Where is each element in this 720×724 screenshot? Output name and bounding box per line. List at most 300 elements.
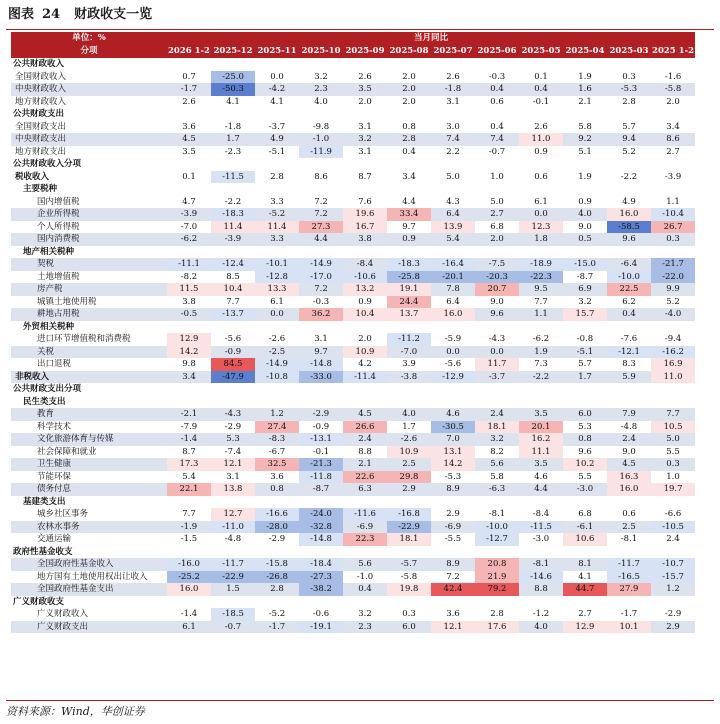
value-cell: -11.6 <box>343 508 387 521</box>
value-cell: 21.9 <box>475 571 519 584</box>
row-label: 基建类支出 <box>23 496 66 507</box>
value-cell <box>651 396 695 409</box>
value-cell: 8.7 <box>358 171 372 182</box>
value-cell <box>211 108 255 121</box>
value-cell <box>211 396 255 409</box>
value-cell: 6.9 <box>563 283 607 296</box>
value-cell: 19.6 <box>343 208 387 221</box>
value-cell: 5.7 <box>578 359 592 369</box>
table-row <box>11 433 695 446</box>
value-cell <box>343 321 387 334</box>
value-cell: 27.9 <box>607 583 651 596</box>
value-cell: -10.6 <box>343 271 387 284</box>
value-cell: -9.8 <box>312 121 330 132</box>
value-cell <box>343 58 387 71</box>
value-cell: -16.5 <box>607 571 651 584</box>
value-cell: -3.7 <box>268 121 286 132</box>
value-cell: 20.1 <box>519 421 563 434</box>
value-cell: 0.9 <box>387 233 431 246</box>
value-cell <box>343 396 387 409</box>
value-cell <box>299 321 343 334</box>
value-cell: -4.8 <box>620 421 638 432</box>
value-cell: 1.2 <box>651 583 695 596</box>
value-cell: 3.8 <box>182 296 196 307</box>
value-cell <box>519 108 563 121</box>
row-label: 房产税 <box>11 283 167 296</box>
value-cell: 4.1 <box>578 571 592 582</box>
value-cell: 3.5 <box>182 146 196 157</box>
value-cell: 19.7 <box>651 483 695 496</box>
value-cell: 10.9 <box>343 346 387 359</box>
value-cell: 20.8 <box>475 558 519 571</box>
value-cell: -11.1 <box>167 258 211 271</box>
value-cell <box>299 546 343 559</box>
value-cell: 27.3 <box>299 221 343 234</box>
value-cell: 27.4 <box>255 421 299 434</box>
value-cell: 3.1 <box>226 471 240 482</box>
value-cell: -11.5 <box>519 521 563 534</box>
value-cell <box>167 383 211 396</box>
value-cell <box>431 158 475 171</box>
table-row <box>11 283 695 296</box>
value-cell: -25.0 <box>211 71 255 84</box>
table-row <box>11 321 695 334</box>
value-cell: 0.4 <box>519 83 563 96</box>
value-cell: 22.5 <box>607 283 651 296</box>
value-cell: -14.8 <box>299 533 343 546</box>
value-cell <box>299 108 343 121</box>
value-cell: -7.4 <box>224 446 242 457</box>
table-row <box>11 171 695 184</box>
value-cell <box>607 158 651 171</box>
value-cell: 15.7 <box>563 308 607 321</box>
value-cell <box>387 396 431 409</box>
value-cell: 32.5 <box>255 458 299 471</box>
value-cell: -33.0 <box>299 371 343 384</box>
value-cell: 5.5 <box>578 471 592 482</box>
value-cell: 10.4 <box>343 308 387 321</box>
table-row <box>11 221 695 234</box>
value-cell <box>651 496 695 509</box>
table-row <box>11 533 695 546</box>
column-header: 2025-09 <box>343 45 387 58</box>
row-label: 广义财政支出 <box>11 621 167 634</box>
value-cell: -0.9 <box>312 421 330 432</box>
value-cell <box>519 58 563 71</box>
value-cell: 0.5 <box>563 233 607 246</box>
value-cell <box>651 321 695 334</box>
table-row <box>11 233 695 246</box>
value-cell <box>211 321 255 334</box>
value-cell: 0.8 <box>255 483 299 496</box>
value-cell: -5.7 <box>387 558 431 571</box>
value-cell <box>387 383 431 396</box>
value-cell <box>431 58 475 71</box>
value-cell: 7.2 <box>299 283 343 296</box>
value-cell: -1.7 <box>620 609 638 619</box>
value-cell: 9.0 <box>490 296 504 307</box>
value-cell: -8.7 <box>576 271 594 282</box>
value-cell: 4.6 <box>534 471 548 482</box>
value-cell: 2.0 <box>666 96 680 107</box>
value-cell: -4.2 <box>255 83 299 96</box>
value-cell <box>343 158 387 171</box>
value-cell: 6.1 <box>534 196 548 207</box>
fiscal-table-container <box>11 32 695 633</box>
table-row <box>11 108 695 121</box>
value-cell: 7.7 <box>651 408 695 421</box>
value-cell: 13.7 <box>387 308 431 321</box>
value-cell: 16.0 <box>607 483 651 496</box>
value-cell: 8.9 <box>431 558 475 571</box>
value-cell <box>519 183 563 196</box>
table-row <box>11 583 695 596</box>
value-cell: -2.2 <box>620 171 638 182</box>
table-row <box>11 83 695 96</box>
value-cell: -3.0 <box>563 483 607 496</box>
value-cell: 1.1 <box>666 196 680 207</box>
value-cell: 1.8 <box>519 233 563 246</box>
value-cell <box>167 183 211 196</box>
value-cell: 3.1 <box>314 334 328 344</box>
table-row <box>11 121 695 134</box>
value-cell <box>607 58 651 71</box>
value-cell: -15.0 <box>563 258 607 271</box>
value-cell <box>255 321 299 334</box>
value-cell <box>211 596 255 609</box>
value-cell: -6.6 <box>664 509 682 519</box>
value-cell <box>211 383 255 396</box>
value-cell: 2.8 <box>622 96 636 107</box>
value-cell: -10.1 <box>255 258 299 271</box>
value-cell: 26.7 <box>651 221 695 234</box>
value-cell: -2.5 <box>255 346 299 359</box>
value-cell: 10.4 <box>211 283 255 296</box>
table-row <box>11 408 695 421</box>
value-cell <box>167 108 211 121</box>
value-cell: 2.9 <box>651 621 695 634</box>
row-label: 科学技术 <box>37 421 72 432</box>
column-header: 2025-10 <box>299 45 343 58</box>
value-cell: 2.1 <box>343 458 387 471</box>
value-cell: 3.6 <box>182 121 196 132</box>
value-cell: -16.6 <box>255 508 299 521</box>
value-cell: 3.4 <box>167 371 211 384</box>
value-cell: -5.9 <box>444 334 462 344</box>
value-cell: 4.0 <box>387 408 431 421</box>
value-cell: -20.3 <box>475 271 519 284</box>
value-cell <box>475 321 519 334</box>
value-cell: 1.2 <box>255 408 299 421</box>
value-cell <box>211 58 255 71</box>
value-cell: 4.0 <box>563 208 607 221</box>
value-cell: 1.9 <box>578 71 592 82</box>
source-note: 资料来源：Wind，华创证券 <box>6 705 145 718</box>
value-cell: 2.7 <box>578 609 592 619</box>
value-cell: -22.9 <box>211 571 255 584</box>
value-cell: -15.8 <box>255 558 299 571</box>
value-cell: -4.0 <box>651 308 695 321</box>
value-cell: 1.1 <box>519 308 563 321</box>
row-label: 全国财政收入 <box>15 71 67 82</box>
value-cell: 2.8 <box>255 583 299 596</box>
value-cell <box>563 596 607 609</box>
value-cell: 3.1 <box>446 96 460 107</box>
value-cell: 11.0 <box>519 133 563 146</box>
value-cell <box>255 158 299 171</box>
value-cell: 5.2 <box>622 146 636 157</box>
value-cell: 12.9 <box>167 333 211 346</box>
column-header: 2025 1-2 <box>652 46 695 56</box>
value-cell: 7.2 <box>299 208 343 221</box>
value-cell <box>475 383 519 396</box>
row-label: 民生类支出 <box>23 396 66 407</box>
value-cell: 9.5 <box>519 283 563 296</box>
row-label: 中央财政支出 <box>11 133 167 146</box>
row-label: 卫生健康 <box>11 458 167 471</box>
value-cell: -12.9 <box>431 371 475 384</box>
value-cell: -1.7 <box>255 621 299 634</box>
value-cell <box>651 158 695 171</box>
value-cell: -1.8 <box>224 121 242 132</box>
row-label: 农林水事务 <box>11 521 167 534</box>
value-cell: 2.7 <box>666 146 680 157</box>
value-cell <box>651 383 695 396</box>
value-cell: -6.4 <box>607 258 651 271</box>
row-label: 公共财政收入 <box>13 59 65 69</box>
value-cell: 1.7 <box>211 133 255 146</box>
value-cell <box>563 246 607 259</box>
column-header: 2025-12 <box>211 45 255 58</box>
value-cell: 9.6 <box>578 446 592 457</box>
value-cell: 20.7 <box>475 283 519 296</box>
value-cell: 2.0 <box>402 96 416 107</box>
value-cell <box>475 108 519 121</box>
value-cell <box>519 546 563 559</box>
table-row <box>11 208 695 221</box>
value-cell: 2.6 <box>534 121 548 132</box>
value-cell <box>299 596 343 609</box>
value-cell <box>519 383 563 396</box>
value-cell: 2.0 <box>387 83 431 96</box>
value-cell <box>387 246 431 259</box>
value-cell: -11.8 <box>299 471 343 484</box>
value-cell <box>343 496 387 509</box>
table-row <box>11 308 695 321</box>
value-cell: 3.5 <box>519 408 563 421</box>
value-cell <box>387 596 431 609</box>
value-cell: 1.0 <box>666 471 680 482</box>
value-cell: 6.4 <box>446 296 460 307</box>
value-cell: -7.0 <box>387 346 431 359</box>
row-label: 广义财政收支 <box>13 596 65 607</box>
value-cell <box>167 58 211 71</box>
value-cell: -58.5 <box>607 221 651 234</box>
value-cell: 1.6 <box>563 83 607 96</box>
value-cell: 0.6 <box>534 171 548 182</box>
value-cell: 1.9 <box>578 171 592 182</box>
table-row <box>11 58 695 71</box>
value-cell: 3.8 <box>343 233 387 246</box>
row-label: 公共财政收入分项 <box>13 159 82 169</box>
value-cell: 6.0 <box>387 621 431 634</box>
value-cell: 16.7 <box>343 221 387 234</box>
value-cell <box>651 546 695 559</box>
value-cell: 9.6 <box>475 308 519 321</box>
row-label: 公共财政支出 <box>13 109 65 119</box>
value-cell: 3.5 <box>343 83 387 96</box>
value-cell <box>607 246 651 259</box>
value-cell: 22.6 <box>343 471 387 484</box>
value-cell: -2.9 <box>299 408 343 421</box>
figure-label: 图表 <box>8 7 35 22</box>
value-cell: -11.4 <box>343 371 387 384</box>
row-label: 城镇土地使用税 <box>37 296 97 307</box>
value-cell: 22.1 <box>167 483 211 496</box>
value-cell: 29.8 <box>387 471 431 484</box>
value-cell: -25.8 <box>387 271 431 284</box>
value-cell <box>431 108 475 121</box>
value-cell <box>519 246 563 259</box>
value-cell: -2.9 <box>224 421 242 432</box>
value-cell: 3.4 <box>402 171 416 182</box>
value-cell: -13.7 <box>211 308 255 321</box>
value-cell: 0.0 <box>519 208 563 221</box>
value-cell: 6.8 <box>490 221 504 232</box>
table-row <box>11 608 695 621</box>
value-cell: 12.7 <box>211 508 255 521</box>
value-cell <box>343 546 387 559</box>
value-cell: -4.3 <box>488 334 506 344</box>
value-cell: -0.3 <box>312 296 330 307</box>
value-cell <box>519 321 563 334</box>
value-cell <box>607 496 651 509</box>
value-cell <box>519 158 563 171</box>
value-cell: 4.1 <box>270 96 284 107</box>
value-cell: -1.7 <box>167 83 211 96</box>
value-cell: 7.3 <box>534 359 548 369</box>
table-row <box>11 508 695 521</box>
value-cell: 3.5 <box>519 458 563 471</box>
value-cell: -5.8 <box>400 571 418 582</box>
row-label: 地方财政支出 <box>15 146 67 157</box>
value-cell: 7.0 <box>431 433 475 446</box>
value-cell: -6.9 <box>343 521 387 534</box>
value-cell: 9.4 <box>607 133 651 146</box>
value-cell: -2.9 <box>664 609 682 619</box>
group-label: 当月同比 <box>167 32 695 45</box>
table-row <box>11 96 695 109</box>
value-cell: -7.9 <box>180 421 198 432</box>
value-cell: 7.9 <box>607 408 651 421</box>
column-header: 2026 1-2 <box>168 46 210 56</box>
value-cell <box>431 246 475 259</box>
value-cell: 9.0 <box>622 446 636 457</box>
value-cell: -6.2 <box>167 233 211 246</box>
value-cell <box>387 546 431 559</box>
value-cell: 5.4 <box>431 233 475 246</box>
value-cell: 14.2 <box>167 346 211 359</box>
value-cell: 5.0 <box>446 171 460 182</box>
value-cell: 4.5 <box>343 408 387 421</box>
value-cell <box>299 396 343 409</box>
value-cell: -1.0 <box>356 571 374 582</box>
row-label: 进口环节增值税和消费税 <box>37 334 131 344</box>
value-cell: 5.0 <box>651 433 695 446</box>
value-cell: 2.5 <box>607 521 651 534</box>
table-row <box>11 371 695 384</box>
table-row <box>11 596 695 609</box>
value-cell: -10.8 <box>255 371 299 384</box>
value-cell <box>387 183 431 196</box>
value-cell: 5.0 <box>490 196 504 207</box>
value-cell: 2.1 <box>578 96 592 107</box>
value-cell: 18.1 <box>475 421 519 434</box>
value-cell <box>299 183 343 196</box>
value-cell <box>211 546 255 559</box>
value-cell: 2.0 <box>358 334 372 344</box>
value-cell <box>563 546 607 559</box>
value-cell <box>607 183 651 196</box>
value-cell: 0.0 <box>475 346 519 359</box>
value-cell: 13.1 <box>431 446 475 459</box>
value-cell: 5.8 <box>490 471 504 482</box>
table-row <box>11 258 695 271</box>
value-cell: -47.9 <box>211 371 255 384</box>
row-label: 外贸相关税种 <box>23 321 75 332</box>
value-cell: -18.3 <box>387 258 431 271</box>
value-cell: 2.4 <box>343 433 387 446</box>
value-cell: 7.7 <box>182 509 196 519</box>
value-cell: 1.9 <box>519 346 563 359</box>
value-cell <box>211 158 255 171</box>
value-cell: -5.6 <box>224 334 242 344</box>
value-cell: -3.9 <box>167 208 211 221</box>
title-rule <box>6 29 714 30</box>
value-cell: 11.1 <box>519 446 563 459</box>
value-cell: 7.2 <box>314 196 328 207</box>
value-cell: -1.2 <box>532 609 550 619</box>
value-cell: 8.8 <box>519 583 563 596</box>
row-label: 耕地占用税 <box>11 308 167 321</box>
table-row <box>11 158 695 171</box>
value-cell: 19.8 <box>387 583 431 596</box>
value-cell <box>651 58 695 71</box>
value-cell: 4.4 <box>402 196 416 207</box>
value-cell: 0.3 <box>622 71 636 82</box>
value-cell: 2.6 <box>446 71 460 82</box>
value-cell: 8.3 <box>622 359 636 369</box>
value-cell: -13.1 <box>299 433 343 446</box>
value-cell <box>431 183 475 196</box>
value-cell: -21.7 <box>651 258 695 271</box>
value-cell: 0.8 <box>563 433 607 446</box>
value-cell: 7.8 <box>431 283 475 296</box>
value-cell <box>255 58 299 71</box>
value-cell <box>255 383 299 396</box>
value-cell <box>563 321 607 334</box>
value-cell: 0.4 <box>490 121 504 132</box>
value-cell: 2.4 <box>607 433 651 446</box>
value-cell: 3.6 <box>446 609 460 619</box>
table-row <box>11 296 695 309</box>
row-label: 公共财政支出分项 <box>13 384 82 394</box>
value-cell: 0.3 <box>651 233 695 246</box>
value-cell: 9.8 <box>182 359 196 369</box>
value-cell: 11.7 <box>475 358 519 371</box>
value-cell: 42.4 <box>431 583 475 596</box>
value-cell <box>343 108 387 121</box>
